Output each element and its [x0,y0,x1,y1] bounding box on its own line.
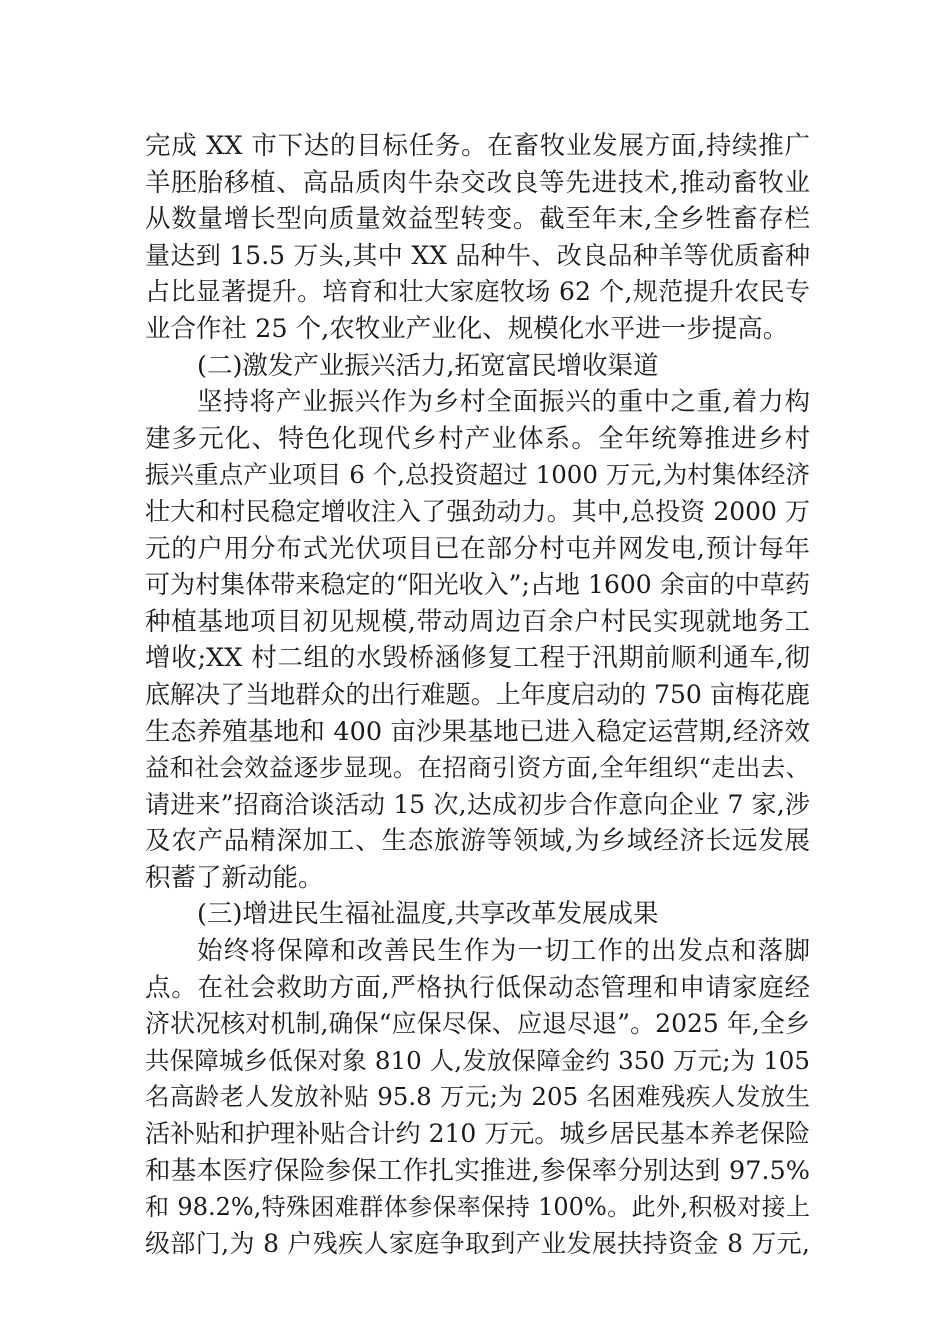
text-line: 种植基地项目初见规模,带动周边百余户村民实现就地务工 [145,606,810,637]
text-line: 底解决了当地群众的出行难题。上年度启动的 750 亩梅花鹿 [145,679,810,709]
text-line: 和 98.2%,特殊困难群体参保率保持 100%。此外,积极对接上 [145,1193,810,1222]
text-line: 和基本医疗保险参保工作扎实推进,参保率分别达到 97.5% [145,1155,810,1186]
text-line: 益和社会效益逐步显现。在招商引资方面,全年组织“走出去、 [145,753,810,783]
text-line: 可为村集体带来稳定的“阳光收入”;占地 1600 余亩的中草药 [145,570,810,600]
text-line: 占比显著提升。培育和壮大家庭牧场 62 个,规范提升农民专 [145,277,810,307]
text-line: 元的户用分布式光伏项目已在部分村屯并网发电,预计每年 [145,533,810,564]
text-line: 及农产品精深加工、生态旅游等领域,为乡域经济长远发展 [145,826,810,857]
document-body [145,128,810,1262]
text-line: 振兴重点产业项目 6 个,总投资超过 1000 万元,为村集体经济 [145,460,810,490]
text-line: 生态养殖基地和 400 亩沙果基地已进入稳定运营期,经济效 [145,716,810,747]
text-line: 活补贴和护理补贴合计约 210 万元。城乡居民基本养老保险 [145,1119,810,1149]
text-line: 级部门,为 8 户残疾人家庭争取到产业发展扶持资金 8 万元, [145,1228,810,1258]
text-line: 请进来”招商洽谈活动 15 次,达成初步合作意向企业 7 家,涉 [145,789,810,819]
text-line: 羊胚胎移植、高品质肉牛杂交改良等先进技术,推动畜牧业 [145,167,810,198]
text-line: 济状况核对机制,确保“应保尽保、应退尽退”。2025 年,全乡 [145,1009,810,1039]
text-line: 积蓄了新动能。 [145,862,324,893]
text-line: 增收;XX 村二组的水毁桥涵修复工程于汛期前顺利通车,彻 [145,643,810,674]
text-line: 坚持将产业振兴作为乡村全面振兴的重中之重,着力构 [197,387,810,418]
text-line: 量达到 15.5 万头,其中 XX 品种牛、改良品种羊等优质畜种 [145,240,810,270]
text-line: 从数量增长型向质量效益型转变。截至年末,全乡牲畜存栏 [145,204,810,235]
section-heading: (二)激发产业振兴活力,拓宽富民增收渠道 [197,350,659,381]
text-line: 建多元化、特色化现代乡村产业体系。全年统筹推进乡村 [145,423,810,454]
text-line: 壮大和村民稳定增收注入了强劲动力。其中,总投资 2000 万 [145,496,810,526]
text-line: 共保障城乡低保对象 810 人,发放保障金约 350 万元;为 105 [145,1045,810,1075]
text-line: 业合作社 25 个,农牧业产业化、规模化水平进一步提高。 [145,313,789,344]
text-line: 始终将保障和改善民生作为一切工作的出发点和落脚 [197,936,810,967]
text-line: 完成 XX 市下达的目标任务。在畜牧业发展方面,持续推广 [145,131,810,161]
text-line: 名高龄老人发放补贴 95.8 万元;为 205 名困难残疾人发放生 [145,1082,810,1112]
text-line: 点。在社会救助方面,严格执行低保动态管理和申请家庭经 [145,972,810,1003]
section-heading: (三)增进民生福祉温度,共享改革发展成果 [197,899,659,930]
